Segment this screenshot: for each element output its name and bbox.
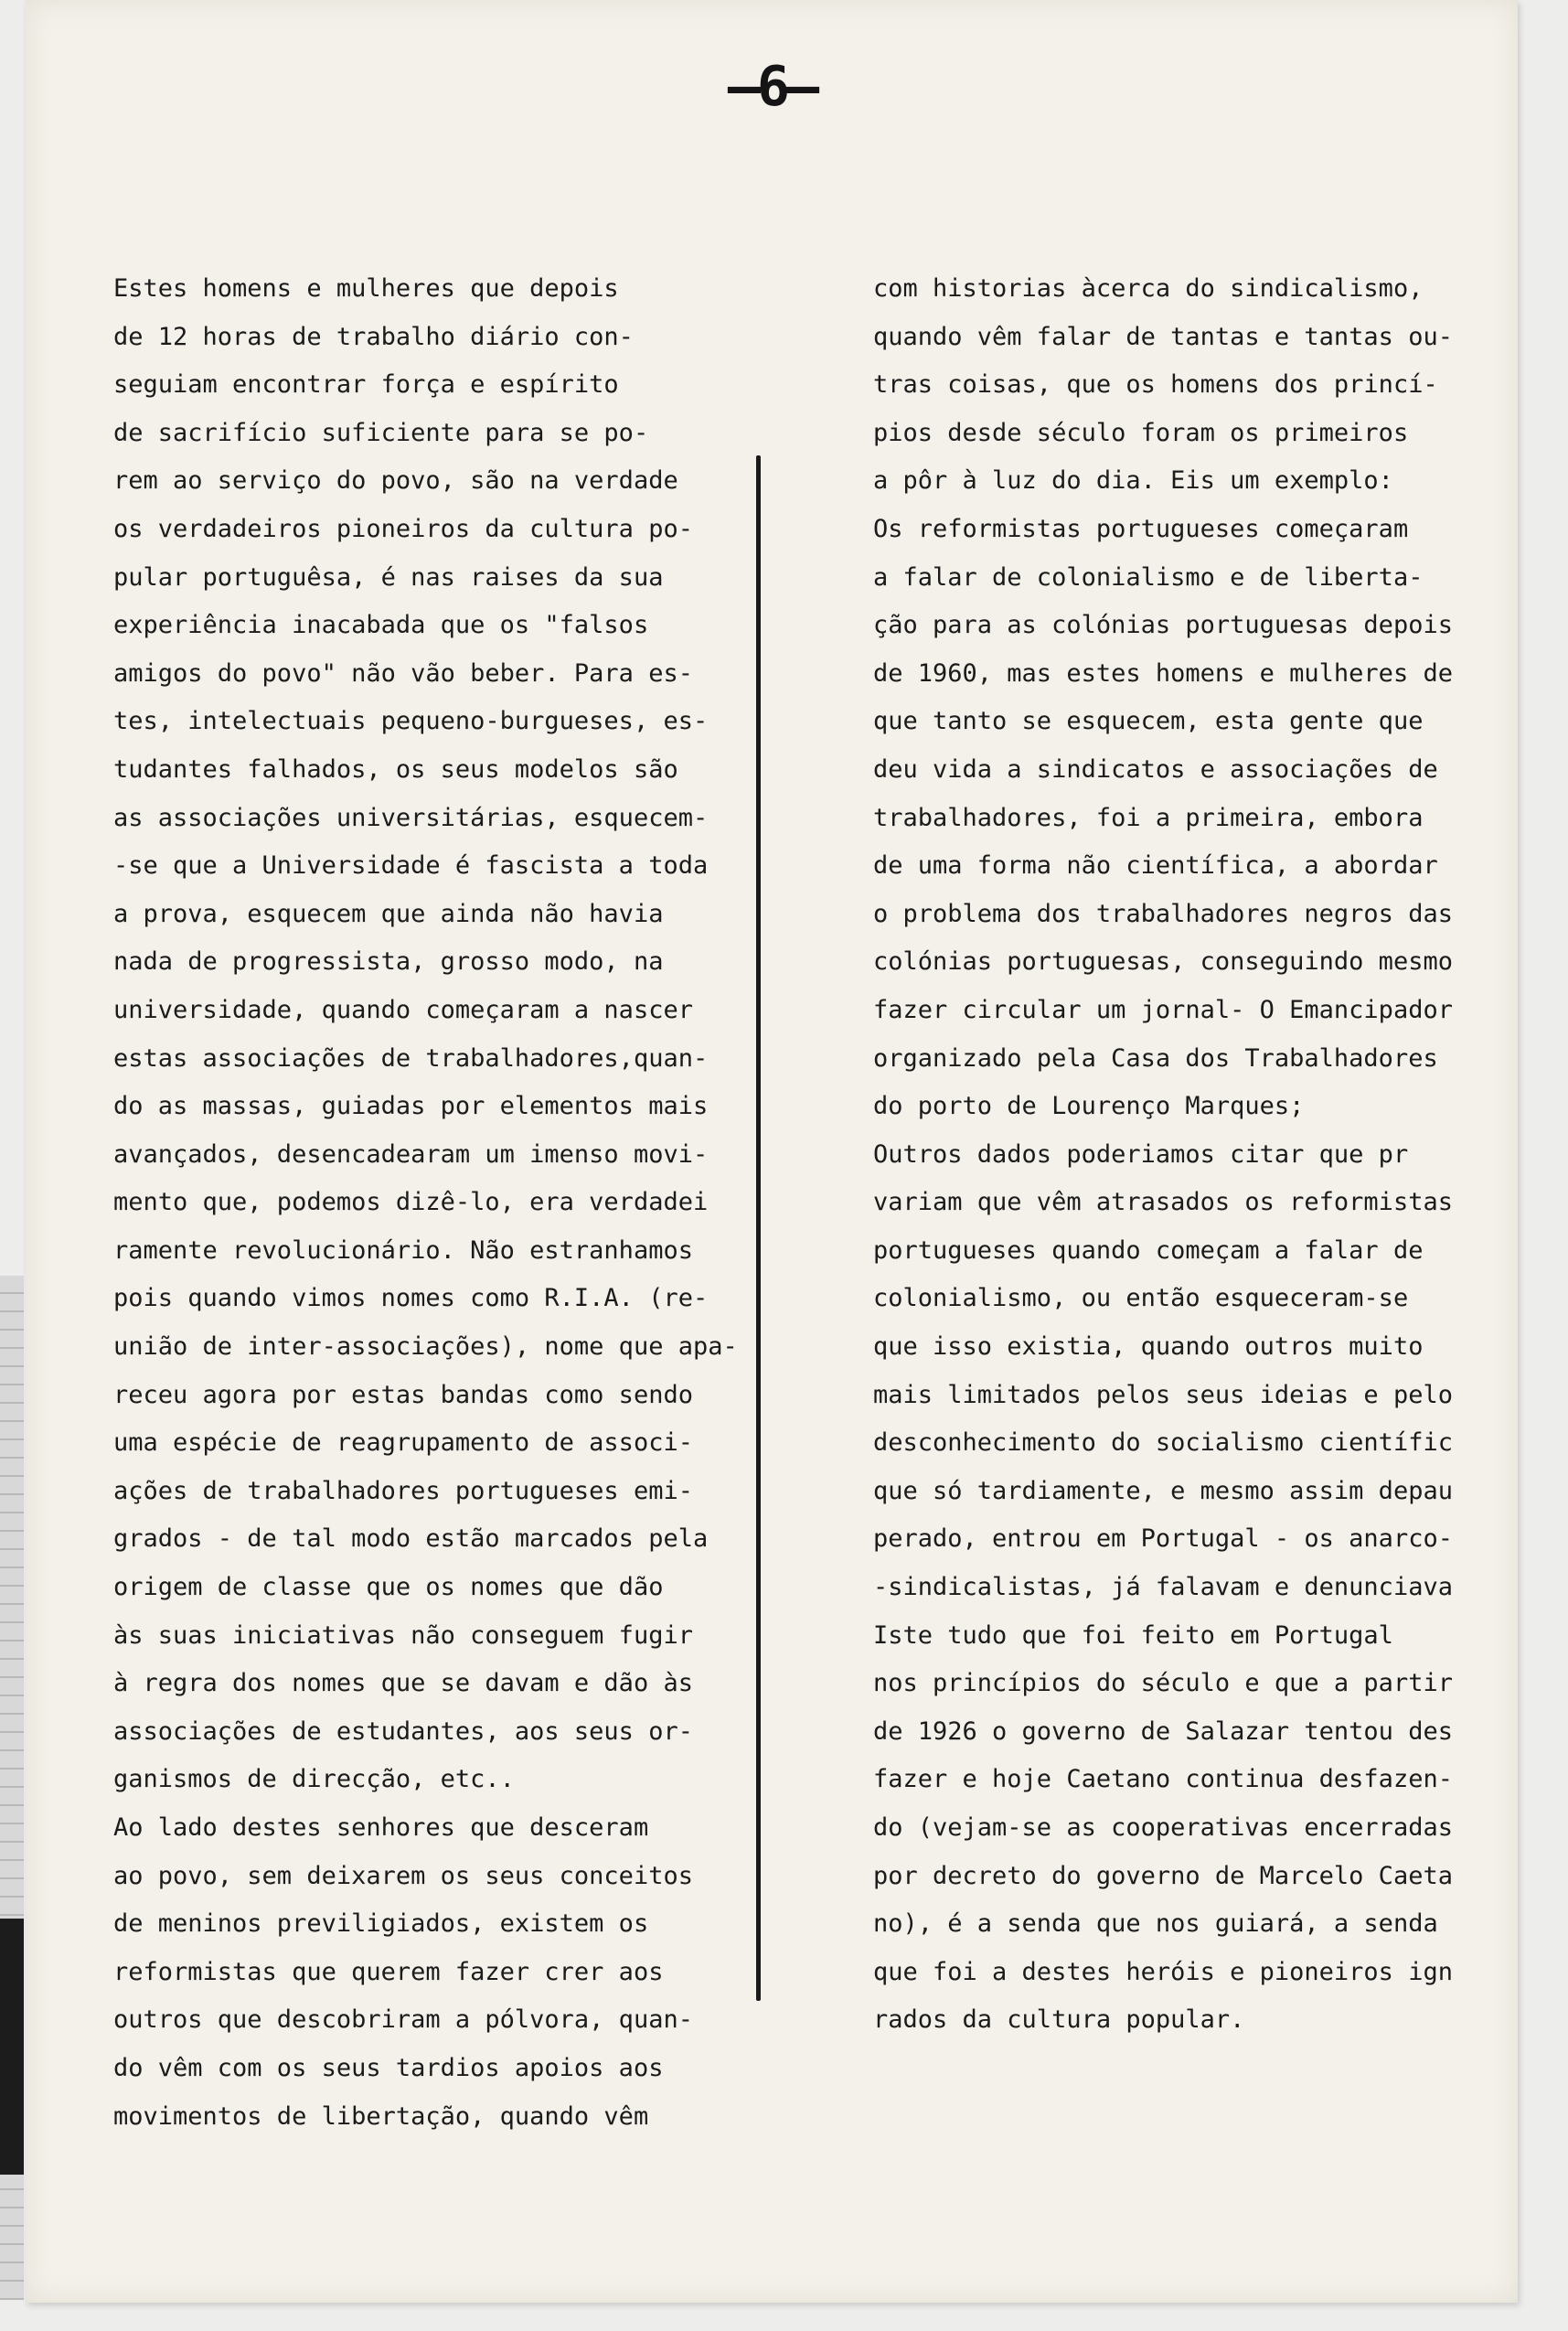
text-line: que foi a destes heróis e pioneiros ign [873, 1957, 1453, 1986]
text-line: ganismos de direcção, etc.. [113, 1765, 515, 1794]
text-line: portugueses quando começam a falar de [873, 1235, 1424, 1265]
text-line: tudantes falhados, os seus modelos são [113, 754, 678, 784]
text-line: por decreto do governo de Marcelo Caeta [873, 1861, 1453, 1890]
text-line: rem ao serviço do povo, são na verdade [113, 466, 678, 496]
text-line: ações de trabalhadores portugueses emi- [113, 1476, 693, 1505]
text-line: do as massas, guiadas por elementos mais [113, 1092, 709, 1121]
text-line: colonialismo, ou então esqueceram-se [873, 1284, 1409, 1313]
text-line: organizado pela Casa dos Trabalhadores [873, 1043, 1438, 1073]
right-text-column [873, 265, 1518, 2045]
text-line: grados - de tal modo estão marcados pela [113, 1524, 709, 1554]
text-line: que isso existia, quando outros muito [873, 1332, 1424, 1362]
text-line: movimentos de libertação, quando vêm [113, 2101, 649, 2131]
text-line: que tanto se esquecem, esta gente que [873, 707, 1424, 736]
text-line: às suas iniciativas não conseguem fugir [113, 1620, 693, 1650]
text-line: fazer circular um jornal- O Emancipador [873, 995, 1453, 1024]
text-line: mais limitados pelos seus ideias e pelo [873, 1380, 1453, 1409]
text-line: -se que a Universidade é fascista a toda [113, 851, 709, 881]
text-line: pular portuguêsa, é nas raises da sua [113, 562, 664, 592]
text-line: mento que, podemos dizê-lo, era verdadei [113, 1188, 709, 1217]
text-line: deu vida a sindicatos e associações de [873, 754, 1438, 784]
text-line: Ao lado destes senhores que desceram [113, 1813, 649, 1842]
text-line: receu agora por estas bandas como sendo [113, 1380, 693, 1409]
text-line: no), é a senda que nos guiará, a senda [873, 1909, 1438, 1939]
text-line: os verdadeiros pioneiros da cultura po- [113, 514, 693, 543]
text-line: universidade, quando começaram a nascer [113, 995, 693, 1024]
text-line: união de inter-associações), nome que apa- [113, 1332, 738, 1362]
text-line: Iste tudo que foi feito em Portugal [873, 1620, 1393, 1650]
text-line: amigos do povo" não vão beber. Para es- [113, 658, 693, 688]
text-line: de 12 horas de trabalho diário con- [113, 322, 634, 351]
text-line: Estes homens e mulheres que depois [113, 274, 619, 303]
text-line: -sindicalistas, já falavam e denunciava [873, 1573, 1453, 1602]
text-line: reformistas que querem fazer crer aos [113, 1957, 664, 1986]
text-line: a falar de colonialismo e de liberta- [873, 562, 1424, 592]
text-line: tes, intelectuais pequeno-burgueses, es- [113, 707, 709, 736]
text-line: a pôr à luz do dia. Eis um exemplo: [873, 466, 1393, 496]
text-line: o problema dos trabalhadores negros das [873, 899, 1453, 928]
text-line: ao povo, sem deixarem os seus conceitos [113, 1861, 693, 1890]
text-line: trabalhadores, foi a primeira, embora [873, 803, 1424, 832]
left-text-column [113, 265, 744, 2141]
text-line: rados da cultura popular. [873, 2005, 1245, 2035]
text-line: do (vejam-se as cooperativas encerradas [873, 1813, 1453, 1842]
column-divider [756, 455, 761, 2001]
text-line: Outros dados poderiamos citar que pr [873, 1139, 1409, 1169]
text-line: ramente revolucionário. Não estranhamos [113, 1235, 693, 1265]
text-line: pios desde século foram os primeiros [873, 418, 1409, 447]
text-line: de 1960, mas estes homens e mulheres de [873, 658, 1453, 688]
text-line: pois quando vimos nomes como R.I.A. (re- [113, 1284, 709, 1313]
text-line: de meninos previligiados, existem os [113, 1909, 649, 1939]
text-line: de uma forma não científica, a abordar [873, 851, 1438, 881]
text-line: desconhecimento do socialismo científic [873, 1428, 1453, 1458]
text-line: associações de estudantes, aos seus or- [113, 1716, 693, 1746]
document-page [26, 0, 1518, 2303]
text-line: Os reformistas portugueses começaram [873, 514, 1409, 543]
text-line: nos princípios do século e que a partir [873, 1669, 1453, 1698]
text-line: à regra dos nomes que se davam e dão às [113, 1669, 693, 1698]
text-line: quando vêm falar de tantas e tantas ou- [873, 322, 1453, 351]
text-line: seguiam encontrar força e espírito [113, 370, 619, 400]
page-number: —6— [727, 55, 816, 119]
text-line: experiência inacabada que os "falsos [113, 611, 649, 640]
color-calibration-strip [0, 1919, 24, 2175]
text-line: de 1926 o governo de Salazar tentou des [873, 1716, 1453, 1746]
text-line: outros que descobriram a pólvora, quan- [113, 2005, 693, 2035]
text-line: com historias àcerca do sindicalismo, [873, 274, 1424, 303]
text-line: do porto de Lourenço Marques; [873, 1092, 1305, 1121]
text-line: nada de progressista, grosso modo, na [113, 947, 664, 977]
text-line: de sacrifício suficiente para se po- [113, 418, 649, 447]
text-line: tras coisas, que os homens dos princí- [873, 370, 1438, 400]
text-line: avançados, desencadearam um imenso movi- [113, 1139, 709, 1169]
text-line: perado, entrou em Portugal - os anarco- [873, 1524, 1453, 1554]
text-line: fazer e hoje Caetano continua desfazen- [873, 1765, 1453, 1794]
text-line: colónias portuguesas, conseguindo mesmo [873, 947, 1453, 977]
text-line: ção para as colónias portuguesas depois [873, 611, 1453, 640]
text-line: estas associações de trabalhadores,quan- [113, 1043, 709, 1073]
text-line: variam que vêm atrasados os reformistas [873, 1188, 1453, 1217]
text-line: origem de classe que os nomes que dão [113, 1573, 664, 1602]
text-line: a prova, esquecem que ainda não havia [113, 899, 664, 928]
text-line: as associações universitárias, esquecem- [113, 803, 709, 832]
text-line: que só tardiamente, e mesmo assim depau [873, 1476, 1453, 1505]
text-line: uma espécie de reagrupamento de associ- [113, 1428, 693, 1458]
text-line: do vêm com os seus tardios apoios aos [113, 2053, 664, 2082]
